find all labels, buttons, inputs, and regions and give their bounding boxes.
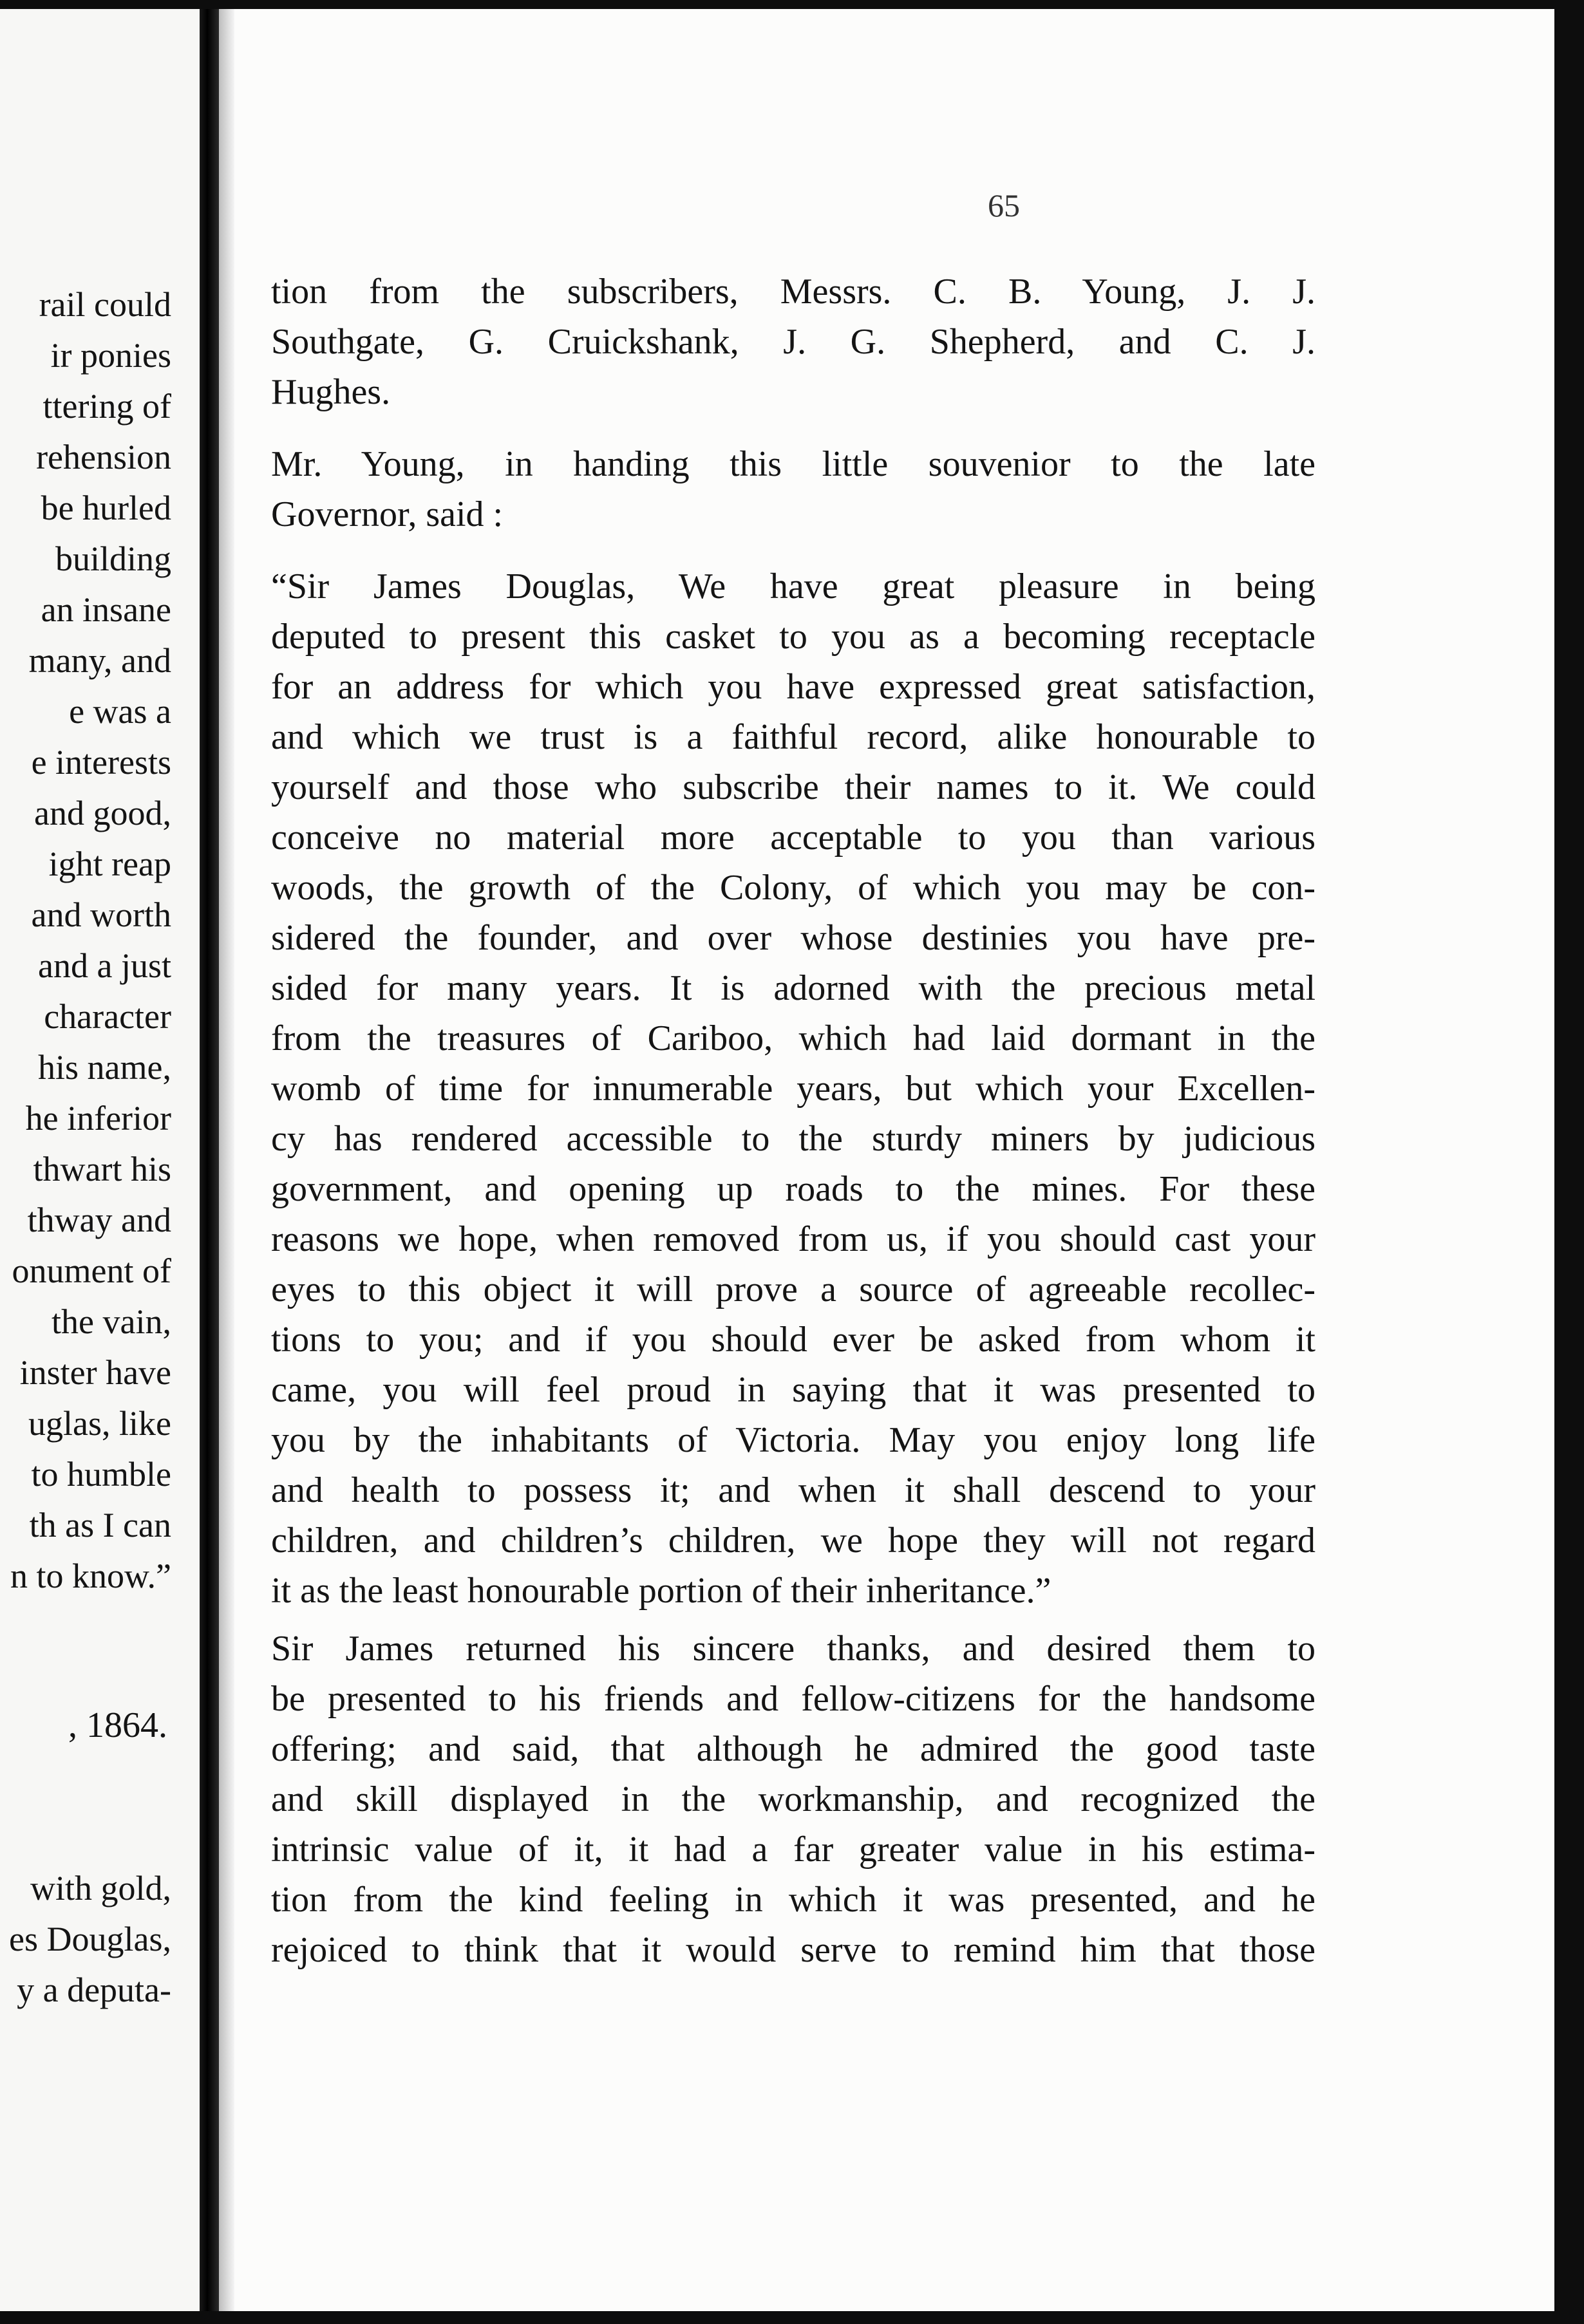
text-line: ir ponies xyxy=(50,336,171,375)
text-line: you by the inhabitants of Victoria. May you enjoy long life xyxy=(271,1420,1315,1460)
text-line: e was a xyxy=(69,692,171,731)
text-line: uglas, like xyxy=(28,1404,171,1443)
text-line: yourself and those who subscribe their names to it. We could xyxy=(271,767,1315,807)
text-line: from the treasures of Cariboo, which had laid dormant in the xyxy=(271,1018,1315,1058)
text-line: Sir James returned his sincere thanks, and desired them to xyxy=(271,1629,1315,1669)
text-line: ight reap xyxy=(48,845,171,883)
text-line: and good, xyxy=(34,794,171,832)
text-line: many, and xyxy=(28,641,171,680)
gutter-shadow xyxy=(219,9,234,2311)
text-line: he inferior xyxy=(25,1099,171,1138)
text-line: to humble xyxy=(31,1455,171,1494)
text-line: it as the least honourable portion of their inheritance.” xyxy=(271,1571,1051,1611)
page-body xyxy=(271,267,1315,1975)
text-line: ttering of xyxy=(42,387,171,426)
text-line: and worth xyxy=(31,895,171,934)
paragraph-reply xyxy=(271,1624,1315,1975)
text-line: be presented to his friends and fellow-citizens for the handsome xyxy=(271,1679,1315,1719)
scan-border-right xyxy=(1554,0,1584,2324)
book-gutter xyxy=(200,9,219,2311)
text-line: n to know.” xyxy=(10,1557,171,1595)
text-line: rail could xyxy=(39,285,171,324)
text-line: came, you will feel proud in saying that it was presented to xyxy=(271,1370,1315,1410)
paragraph-mr-young xyxy=(271,439,1315,539)
text-line: character xyxy=(44,997,171,1036)
date-heading: , 1864. xyxy=(68,1705,167,1745)
previous-page-text xyxy=(0,279,171,1602)
text-line: thway and xyxy=(27,1201,171,1239)
text-line: tions to you; and if you should ever be asked from whom it xyxy=(271,1320,1315,1360)
text-line: rehension xyxy=(36,438,171,476)
text-line: his name, xyxy=(38,1048,171,1087)
text-line: and a just xyxy=(38,946,171,985)
text-line: and skill displayed in the workmanship, and recognized the xyxy=(271,1779,1315,1819)
text-line: sidered the founder, and over whose destinies you have pre- xyxy=(271,918,1315,958)
text-line: offering; and said, that although he admired the good taste xyxy=(271,1729,1315,1769)
page-number: 65 xyxy=(988,187,1020,223)
previous-page-text-lower xyxy=(0,1863,171,2016)
text-line: Southgate, G. Cruickshank, J. G. Shepherd, and C. J. xyxy=(271,322,1315,362)
text-line: intrinsic value of it, it had a far greater value in his estima- xyxy=(271,1830,1315,1870)
text-line: onument of xyxy=(12,1251,171,1290)
previous-page-fragment xyxy=(0,9,200,2311)
text-line: children, and children’s children, we hope they will not regard xyxy=(271,1521,1315,1560)
current-page xyxy=(234,9,1554,2311)
text-line: Mr. Young, in handing this little souvenior to the late xyxy=(271,444,1315,484)
text-line: y a deputa- xyxy=(17,1971,171,2009)
text-line: tion from the subscribers, Messrs. C. B. Young, J. J. xyxy=(271,272,1315,312)
text-line: an insane xyxy=(41,590,171,629)
text-line: Hughes. xyxy=(271,372,391,412)
text-line: for an address for which you have expressed great satisfaction, xyxy=(271,667,1315,707)
text-line: eyes to this object it will prove a source of agreeable recollec- xyxy=(271,1270,1315,1309)
text-line: government, and opening up roads to the mines. For these xyxy=(271,1169,1315,1209)
text-line: e interests xyxy=(31,743,171,782)
text-line: the vain, xyxy=(52,1302,171,1341)
text-line: womb of time for innumerable years, but which your Excellen- xyxy=(271,1069,1315,1109)
text-line: inster have xyxy=(19,1353,171,1392)
text-line: with gold, xyxy=(30,1869,171,1907)
text-line: es Douglas, xyxy=(9,1920,171,1958)
text-line: “Sir James Douglas, We have great pleasure in being xyxy=(271,567,1315,606)
scan-border-bottom xyxy=(0,2311,1584,2324)
text-line: woods, the growth of the Colony, of which you may be con- xyxy=(271,868,1315,908)
text-line: conceive no material more acceptable to you than various xyxy=(271,818,1315,857)
paragraph-subscribers xyxy=(271,267,1315,417)
paragraph-address-quote xyxy=(271,561,1315,1616)
text-line: th as I can xyxy=(29,1506,171,1544)
text-line: rejoiced to think that it would serve to remind him that those xyxy=(271,1930,1315,1970)
text-line: deputed to present this casket to you as a becoming receptacle xyxy=(271,617,1315,657)
text-line: reasons we hope, when removed from us, if you should cast your xyxy=(271,1219,1315,1259)
text-line: Governor, said : xyxy=(271,494,504,534)
text-line: building xyxy=(55,539,171,578)
text-line: thwart his xyxy=(33,1150,171,1188)
text-line: and which we trust is a faithful record, alike honourable to xyxy=(271,717,1315,757)
text-line: tion from the kind feeling in which it was presented, and he xyxy=(271,1880,1315,1920)
text-line: and health to possess it; and when it shall descend to your xyxy=(271,1470,1315,1510)
text-line: cy has rendered accessible to the sturdy miners by judicious xyxy=(271,1119,1315,1159)
scan-border-top xyxy=(0,0,1584,9)
text-line: be hurled xyxy=(41,489,171,527)
text-line: sided for many years. It is adorned with the precious metal xyxy=(271,968,1315,1008)
